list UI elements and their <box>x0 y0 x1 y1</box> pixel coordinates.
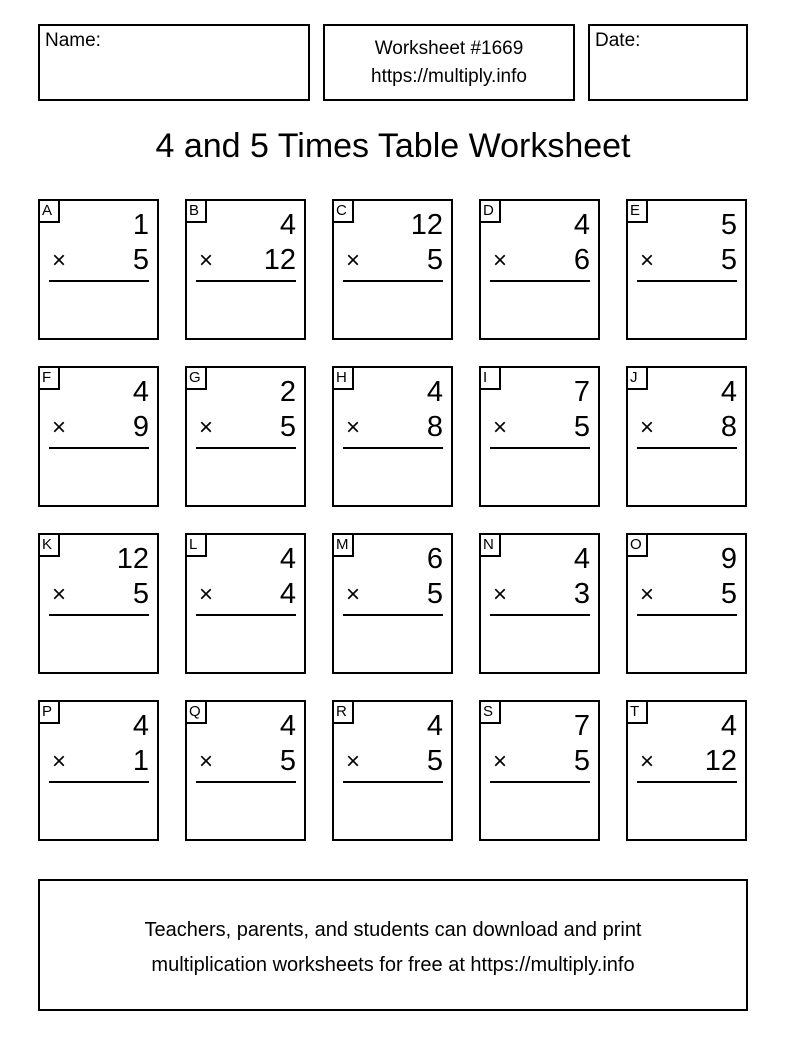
multiplicand: 4 <box>426 376 443 408</box>
multiplier: 5 <box>426 745 443 777</box>
problem-card[interactable] <box>626 199 747 340</box>
problem-label: N <box>479 533 501 557</box>
multiplier: 5 <box>426 244 443 276</box>
date-label: Date: <box>595 30 641 51</box>
problem-card[interactable] <box>626 533 747 674</box>
answer-line <box>49 280 149 282</box>
multiply-sign: × <box>493 581 508 608</box>
multiplier: 5 <box>132 578 149 610</box>
multiplier: 5 <box>573 745 590 777</box>
multiplicand: 4 <box>720 376 737 408</box>
answer-line <box>196 447 296 449</box>
answer-line <box>49 447 149 449</box>
multiplicand: 7 <box>573 710 590 742</box>
problem-label: E <box>626 199 648 223</box>
name-label: Name: <box>45 30 101 51</box>
problem-card[interactable] <box>38 533 159 674</box>
problem-label: O <box>626 533 648 557</box>
problem-card[interactable] <box>479 700 600 841</box>
worksheet-info-box <box>323 24 575 101</box>
multiplicand: 7 <box>573 376 590 408</box>
problem-card[interactable] <box>332 199 453 340</box>
multiplier: 3 <box>573 578 590 610</box>
problem-label: J <box>626 366 648 390</box>
problem-card[interactable] <box>332 700 453 841</box>
answer-line <box>637 447 737 449</box>
multiplier: 1 <box>132 745 149 777</box>
multiply-sign: × <box>493 247 508 274</box>
problem-card[interactable] <box>479 199 600 340</box>
multiply-sign: × <box>199 414 214 441</box>
problem-label: P <box>38 700 60 724</box>
site-url: https://multiply.info <box>371 66 527 87</box>
footer-line-2: multiplication worksheets for free at https://multiply.info <box>151 954 635 976</box>
multiplier: 5 <box>720 578 737 610</box>
multiplier: 12 <box>704 745 737 777</box>
multiply-sign: × <box>640 748 655 775</box>
multiplicand: 4 <box>132 710 149 742</box>
multiplier: 5 <box>720 244 737 276</box>
answer-line <box>196 280 296 282</box>
problem-card[interactable] <box>626 700 747 841</box>
problem-label: H <box>332 366 354 390</box>
multiply-sign: × <box>199 581 214 608</box>
answer-line <box>490 781 590 783</box>
multiply-sign: × <box>52 414 67 441</box>
footer-note <box>38 879 748 1011</box>
multiplicand: 4 <box>573 543 590 575</box>
multiplier: 5 <box>426 578 443 610</box>
problem-card[interactable] <box>626 366 747 507</box>
answer-line <box>49 614 149 616</box>
multiply-sign: × <box>493 414 508 441</box>
worksheet-number: Worksheet #1669 <box>374 38 524 59</box>
answer-line <box>49 781 149 783</box>
multiply-sign: × <box>52 581 67 608</box>
problem-label: I <box>479 366 501 390</box>
problem-label: L <box>185 533 207 557</box>
answer-line <box>343 614 443 616</box>
problem-card[interactable] <box>479 366 600 507</box>
multiplier: 8 <box>720 411 737 443</box>
answer-line <box>343 447 443 449</box>
multiplicand: 6 <box>426 543 443 575</box>
problem-label: B <box>185 199 207 223</box>
multiplicand: 2 <box>279 376 296 408</box>
problem-label: A <box>38 199 60 223</box>
multiplier: 9 <box>132 411 149 443</box>
problem-card[interactable] <box>479 533 600 674</box>
answer-line <box>196 614 296 616</box>
footer-line-1: Teachers, parents, and students can download and print <box>144 919 642 941</box>
answer-line <box>490 447 590 449</box>
multiply-sign: × <box>640 414 655 441</box>
multiply-sign: × <box>640 247 655 274</box>
multiplicand: 1 <box>132 209 149 241</box>
page-title: 4 and 5 Times Table Worksheet <box>155 127 631 165</box>
problem-card[interactable] <box>38 366 159 507</box>
multiply-sign: × <box>640 581 655 608</box>
problem-card[interactable] <box>38 700 159 841</box>
multiplicand: 4 <box>426 710 443 742</box>
problem-card[interactable] <box>185 700 306 841</box>
answer-line <box>196 781 296 783</box>
multiplicand: 4 <box>573 209 590 241</box>
multiplicand: 4 <box>132 376 149 408</box>
multiplicand: 4 <box>279 543 296 575</box>
multiply-sign: × <box>493 748 508 775</box>
problem-card[interactable] <box>38 199 159 340</box>
multiplicand: 4 <box>279 209 296 241</box>
multiplier: 5 <box>573 411 590 443</box>
multiply-sign: × <box>52 748 67 775</box>
multiply-sign: × <box>199 247 214 274</box>
multiply-sign: × <box>52 247 67 274</box>
multiplicand: 12 <box>116 543 149 575</box>
answer-line <box>637 614 737 616</box>
multiplicand: 9 <box>720 543 737 575</box>
multiply-sign: × <box>346 581 361 608</box>
multiplier: 5 <box>279 411 296 443</box>
problem-card[interactable] <box>332 533 453 674</box>
multiply-sign: × <box>346 414 361 441</box>
multiplier: 8 <box>426 411 443 443</box>
multiplier: 6 <box>573 244 590 276</box>
problem-label: Q <box>185 700 207 724</box>
problem-label: K <box>38 533 60 557</box>
problem-label: F <box>38 366 60 390</box>
multiplicand: 4 <box>279 710 296 742</box>
multiplicand: 4 <box>720 710 737 742</box>
multiplier: 5 <box>132 244 149 276</box>
multiply-sign: × <box>199 748 214 775</box>
multiplier: 5 <box>279 745 296 777</box>
multiplier: 12 <box>263 244 296 276</box>
multiply-sign: × <box>346 748 361 775</box>
problem-label: T <box>626 700 648 724</box>
problem-label: M <box>332 533 354 557</box>
multiplicand: 12 <box>410 209 443 241</box>
multiplicand: 5 <box>720 209 737 241</box>
date-field[interactable] <box>588 24 748 101</box>
answer-line <box>343 280 443 282</box>
problem-label: D <box>479 199 501 223</box>
multiply-sign: × <box>346 247 361 274</box>
name-field[interactable] <box>38 24 310 101</box>
problem-label: R <box>332 700 354 724</box>
problem-label: G <box>185 366 207 390</box>
multiplier: 4 <box>279 578 296 610</box>
problem-label: C <box>332 199 354 223</box>
problem-card[interactable] <box>185 533 306 674</box>
problem-label: S <box>479 700 501 724</box>
answer-line <box>637 280 737 282</box>
problem-card[interactable] <box>185 366 306 507</box>
answer-line <box>343 781 443 783</box>
answer-line <box>490 280 590 282</box>
answer-line <box>637 781 737 783</box>
problem-card[interactable] <box>185 199 306 340</box>
answer-line <box>490 614 590 616</box>
problem-card[interactable] <box>332 366 453 507</box>
